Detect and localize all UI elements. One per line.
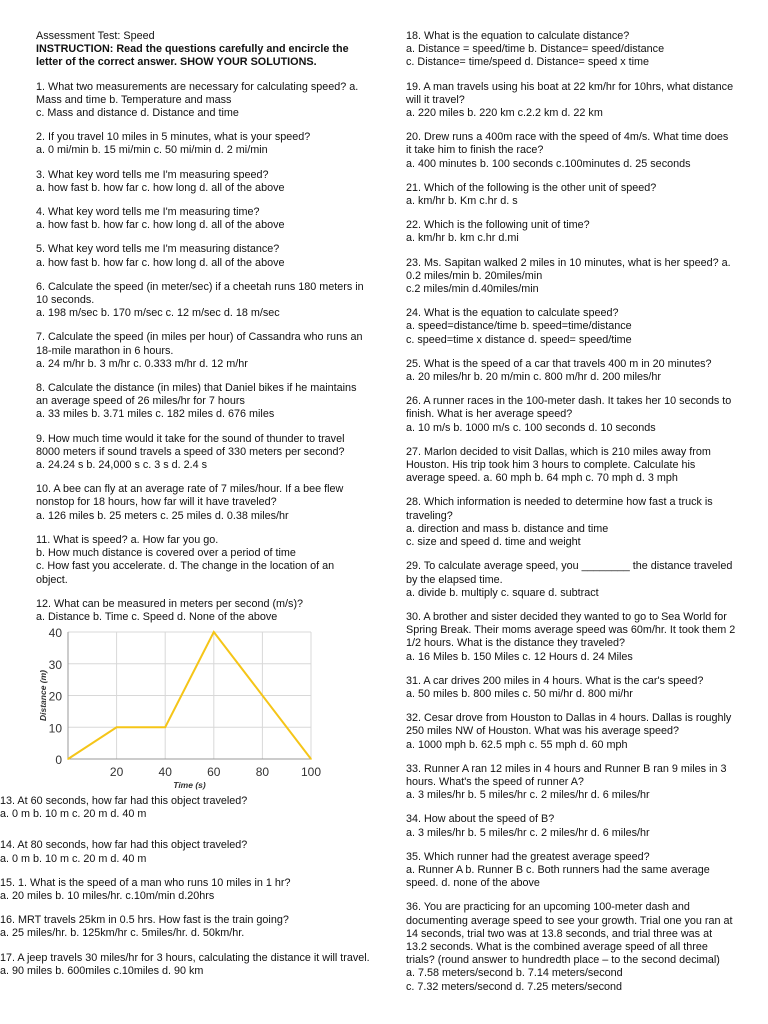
question-text: 2. If you travel 10 miles in 5 minutes, what is your speed? [36, 131, 311, 144]
question-4 [406, 182, 736, 208]
question-4 [36, 206, 366, 232]
answer-choices: c. 7.32 meters/second d. 7.25 meters/second [406, 980, 623, 993]
answer-choices: a. 25 miles/hr. b. 125km/hr c. 5miles/hr. d. 50km/hr. [0, 927, 245, 940]
answer-choices: c. Mass and distance d. Distance and time [36, 107, 239, 120]
y-tick-label: 10 [48, 721, 62, 736]
question-text: 31. A car drives 200 miles in 4 hours. What is the car's speed? [406, 674, 704, 687]
question-10 [36, 483, 366, 523]
question-text: 15. 1. What is the speed of a man who runs 10 miles in 1 hr? [0, 876, 291, 889]
question-text: 27. Marlon decided to visit Dallas, which is 210 miles away from Houston. His trip took him 3 hours to complete. Calculate his average speed. a. 60 mph b. 64 mph c. 70 mph d. 3 mph [406, 445, 711, 485]
question-1 [36, 81, 366, 121]
question-1 [406, 30, 736, 70]
right-questions [406, 30, 736, 1005]
answer-choices: c. speed=time x distance d. speed= speed/time [406, 333, 632, 346]
question-11 [36, 534, 366, 587]
test-title: Assessment Test: Speed [36, 30, 155, 42]
question-text: 30. A brother and sister decided they wanted to go to Sea World for Spring Break. Their moms average speed was 60m/hr. It took them 2 1/2 hours. What is the distance they traveled? [406, 610, 736, 650]
left-column [36, 30, 366, 635]
answer-choices: a. divide b. multiply c. square d. subtract [406, 586, 599, 599]
answer-choices: a. 126 miles b. 25 meters c. 25 miles d. 0.38 miles/hr [36, 509, 289, 522]
question-text: 12. What can be measured in meters per second (m/s)? [36, 597, 304, 610]
question-9 [406, 395, 736, 435]
answer-choices: b. How much distance is covered over a period of time [36, 547, 296, 560]
answer-choices: a. 16 Miles b. 150 Miles c. 12 Hours d. 24 Miles [406, 650, 633, 663]
answer-choices: c.2 miles/min d.40miles/min [406, 283, 539, 296]
question-12 [406, 560, 736, 600]
question-text: 26. A runner races in the 100-meter dash. It takes her 10 seconds to finish. What is her average speed? [406, 395, 732, 421]
question-text: 20. Drew runs a 400m race with the speed of 4m/s. What time does it take him to finish the race? [406, 131, 729, 157]
question-text: 6. Calculate the speed (in meter/sec) if a cheetah runs 180 meters in 10 seconds. [36, 280, 364, 307]
question-5 [36, 243, 366, 269]
question-text: 22. Which is the following unit of time? [406, 219, 590, 232]
distance-time-graph [36, 622, 336, 790]
question-9 [36, 433, 366, 473]
question-text: 21. Which of the following is the other unit of speed? [406, 181, 657, 194]
question-4 [0, 914, 370, 940]
question-10 [406, 446, 736, 486]
question-17 [406, 813, 736, 839]
question-text: 19. A man travels using his boat at 22 km/hr for 10hrs, what distance will it travel? [406, 80, 734, 106]
answer-choices: a. 10 m/s b. 1000 m/s c. 100 seconds d. 10 seconds [406, 421, 656, 434]
question-text: 5. What key word tells me I'm measuring distance? [36, 243, 280, 256]
question-text: 32. Cesar drove from Houston to Dallas in 4 hours. Dallas is roughly 250 miles NW of Houston. What was his average speed? [406, 712, 732, 738]
question-8 [406, 358, 736, 384]
question-13 [406, 611, 736, 664]
question-text: 14. At 80 seconds, how far had this object traveled? [0, 839, 248, 852]
question-text: 29. To calculate average speed, you ________ the distance traveled by the elapsed time. [406, 560, 733, 586]
x-tick-label: 40 [158, 765, 172, 779]
question-2 [406, 81, 736, 121]
question-text: 24. What is the equation to calculate speed? [406, 307, 619, 320]
answer-choices: a. 90 miles b. 600miles c.10miles d. 90 km [0, 964, 204, 977]
data-point [116, 726, 118, 728]
answer-choices: a. 50 miles b. 800 miles c. 50 mi/hr d. 800 mi/hr [406, 687, 633, 700]
question-14 [406, 675, 736, 701]
question-1 [0, 795, 370, 821]
answer-choices: a. how fast b. how far c. how long d. all of the above [36, 256, 285, 269]
left-questions [36, 81, 366, 636]
answer-choices: a. 24 m/hr b. 3 m/hr c. 0.333 m/hr d. 12 m/hr [36, 357, 248, 370]
question-text: 18. What is the equation to calculate distance? [406, 30, 630, 42]
question-text: 36. You are practicing for an upcoming 100-meter dash and documenting average speed to see your growth. Trial one you ran at 14 seconds, trial two was at 13.8 seconds, and trial three was at 13.2 seconds. What is the combined average speed of all three trials? (round answer to hundredth place – to the second decimal) [406, 901, 733, 967]
answer-choices: a. 198 m/sec b. 170 m/sec c. 12 m/sec d. 18 m/sec [36, 307, 280, 320]
y-axis-label: Distance (m) [38, 669, 48, 722]
answer-choices: c. Distance= time/speed d. Distance= speed x time [406, 56, 650, 69]
graph-svg [36, 622, 336, 790]
answer-choices: a. 0 m b. 10 m c. 20 m d. 40 m [0, 808, 147, 821]
question-3 [0, 877, 370, 903]
answer-choices: a. 33 miles b. 3.71 miles c. 182 miles d. 676 miles [36, 408, 275, 421]
question-text: 9. How much time would it take for the sound of thunder to travel 8000 meters if sound travels a speed of 330 meters per second? [36, 432, 345, 458]
answer-choices: a. 3 miles/hr b. 5 miles/hr c. 2 miles/hr d. 6 miles/hr [406, 789, 650, 802]
question-16 [406, 763, 736, 803]
x-tick-label: 20 [109, 765, 124, 779]
answer-choices: a. 220 miles b. 220 km c.2.2 km d. 22 km [406, 107, 603, 120]
answer-choices: a. 7.58 meters/second b. 7.14 meters/second [406, 967, 623, 980]
data-point [164, 726, 166, 728]
left-questions-after-graph [0, 795, 370, 989]
x-tick-label: 100 [300, 765, 322, 779]
question-3 [406, 131, 736, 171]
data-point [310, 758, 312, 760]
question-text: 28. Which information is needed to determine how fast a truck is traveling? [406, 496, 713, 522]
question-text: 35. Which runner had the greatest average speed? [406, 850, 650, 863]
question-7 [406, 307, 736, 347]
answer-choices: a. 20 miles b. 10 miles/hr. c.10m/min d.20hrs [0, 890, 215, 903]
y-tick-label: 30 [48, 657, 62, 672]
answer-choices: a. km/hr b. km c.hr d.mi [406, 232, 519, 245]
question-text: 17. A jeep travels 30 miles/hr for 3 hours, calculating the distance it will travel. [0, 951, 370, 964]
data-point [213, 631, 215, 633]
question-text: 16. MRT travels 25km in 0.5 hrs. How fast is the train going? [0, 914, 289, 927]
answer-choices: a. direction and mass b. distance and time [406, 522, 609, 535]
answer-choices: a. 1000 mph b. 62.5 mph c. 55 mph d. 60 mph [406, 738, 628, 751]
answer-choices: a. 3 miles/hr b. 5 miles/hr c. 2 miles/hr d. 6 miles/hr [406, 826, 650, 839]
x-axis-label: Time (s) [173, 780, 206, 790]
question-text: 7. Calculate the speed (in miles per hour) of Cassandra who runs an 18-mile marathon in 6 hours. [36, 331, 363, 357]
answer-choices: a. how fast b. how far c. how long d. all of the above [36, 181, 285, 194]
question-text: 3. What key word tells me I'm measuring speed? [36, 168, 269, 181]
instruction-text: INSTRUCTION: Read the questions carefully and encircle the letter of the correct answer. SHOW YOUR SOLUTIONS. [36, 43, 349, 69]
answer-choices: c. size and speed d. time and weight [406, 536, 581, 549]
y-tick-label: 40 [48, 626, 62, 640]
question-5 [406, 219, 736, 245]
question-text: 4. What key word tells me I'm measuring time? [36, 206, 260, 219]
question-11 [406, 496, 736, 549]
question-text: 25. What is the speed of a car that travels 400 m in 20 minutes? [406, 357, 712, 370]
question-text: 33. Runner A ran 12 miles in 4 hours and Runner B ran 9 miles in 3 hours. What's the speed of runner A? [406, 762, 727, 788]
answer-choices: c. How fast you accelerate. d. The change in the location of an object. [36, 560, 335, 586]
question-text: 8. Calculate the distance (in miles) that Daniel bikes if he maintains an average speed of 26 miles/hr for 7 hours [36, 382, 357, 408]
question-6 [36, 281, 366, 321]
answer-choices: a. Distance b. Time c. Speed d. None of the above [36, 610, 278, 623]
question-text: 11. What is speed? a. How far you go. [36, 533, 219, 546]
question-12 [36, 598, 366, 624]
question-text: 1. What two measurements are necessary for calculating speed? a. Mass and time b. Temperature and mass [36, 80, 359, 106]
data-point [67, 758, 69, 760]
question-text: 13. At 60 seconds, how far had this object traveled? [0, 795, 248, 807]
answer-choices: a. how fast b. how far c. how long d. all of the above [36, 219, 285, 232]
question-2 [0, 839, 370, 865]
question-8 [36, 382, 366, 422]
answer-choices: a. speed=distance/time b. speed=time/distance [406, 320, 632, 333]
question-6 [406, 257, 736, 297]
question-text: 10. A bee can fly at an average rate of 7 miles/hour. If a bee flew nonstop for 18 hours, how far will it have traveled? [36, 483, 344, 509]
question-2 [36, 131, 366, 157]
question-18 [406, 851, 736, 891]
answer-choices: a. Runner A b. Runner B c. Both runners had the same average speed. d. none of the above [406, 863, 710, 890]
answer-choices: a. Distance = speed/time b. Distance= speed/distance [406, 43, 665, 56]
answer-choices: a. 0 mi/min b. 15 mi/min c. 50 mi/min d. 2 mi/min [36, 144, 268, 157]
question-text: 23. Ms. Sapitan walked 2 miles in 10 minutes, what is her speed? a. 0.2 miles/min b. 20miles/min [406, 256, 731, 282]
question-19 [406, 901, 736, 993]
answer-choices: a. km/hr b. Km c.hr d. s [406, 195, 518, 208]
y-tick-label: 0 [55, 753, 62, 767]
question-text: 34. How about the speed of B? [406, 813, 555, 826]
answer-choices: a. 0 m b. 10 m c. 20 m d. 40 m [0, 852, 147, 865]
question-5 [0, 952, 370, 978]
y-tick-label: 20 [48, 689, 62, 704]
x-tick-label: 80 [255, 765, 270, 779]
left-column-after-graph [0, 795, 370, 989]
question-15 [406, 712, 736, 752]
answer-choices: a. 400 minutes b. 100 seconds c.100minutes d. 25 seconds [406, 157, 691, 170]
question-7 [36, 331, 366, 371]
answer-choices: a. 24.24 s b. 24,000 s c. 3 s d. 2.4 s [36, 459, 208, 472]
answer-choices: a. 20 miles/hr b. 20 m/min c. 800 m/hr d. 200 miles/hr [406, 371, 662, 384]
question-3 [36, 169, 366, 195]
x-tick-label: 60 [207, 765, 221, 779]
right-column [406, 30, 736, 1005]
